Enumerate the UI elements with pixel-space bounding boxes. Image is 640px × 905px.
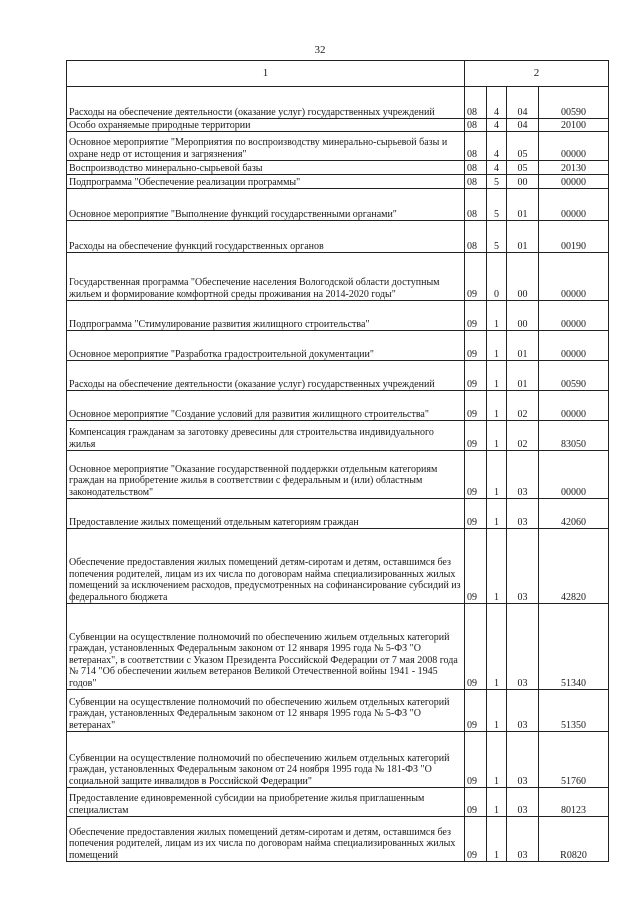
table-row xyxy=(67,301,609,331)
table-row xyxy=(67,529,609,604)
row-name: Основное мероприятие "Создание условий для развития жилищного строительства" xyxy=(67,391,465,421)
row-code-program: 4 xyxy=(487,119,507,132)
row-code-activity: 01 xyxy=(507,361,539,391)
row-code-direction: 83050 xyxy=(539,421,609,451)
row-code-direction: 00590 xyxy=(539,361,609,391)
row-code-section: 08 xyxy=(465,189,487,221)
row-name: Субвенции на осуществление полномочий по обеспечению жильем отдельных категорий граждан, установленных Федеральным законом от 12 января 1995 года № 5-ФЗ "О ветеранах", в соответствии с Указом Президента Российской Федерации от 7 мая 2008 года № 714 "Об обеспечении жильем ветеранов Великой Отечественной войны 1941 - 1945 годов" xyxy=(67,604,465,690)
row-code-program: 1 xyxy=(487,391,507,421)
row-code-activity: 03 xyxy=(507,451,539,499)
row-code-section: 08 xyxy=(465,87,487,119)
row-name: Расходы на обеспечение деятельности (оказание услуг) государственных учреждений xyxy=(67,87,465,119)
row-code-direction: 00590 xyxy=(539,87,609,119)
row-code-program: 1 xyxy=(487,529,507,604)
row-code-section: 09 xyxy=(465,331,487,361)
row-code-direction: 80123 xyxy=(539,788,609,817)
row-code-activity: 02 xyxy=(507,391,539,421)
row-code-section: 09 xyxy=(465,604,487,690)
row-code-section: 09 xyxy=(465,361,487,391)
table-row xyxy=(67,119,609,132)
row-name: Основное мероприятие "Разработка градостроительной документации" xyxy=(67,331,465,361)
table-row xyxy=(67,331,609,361)
row-name: Субвенции на осуществление полномочий по обеспечению жильем отдельных категорий граждан, установленных Федеральным законом от 24 ноября 1995 года № 181-ФЗ "О социальной защите инвалидов в Российской Федерации" xyxy=(67,732,465,788)
table-row xyxy=(67,391,609,421)
row-code-activity: 01 xyxy=(507,221,539,253)
row-name: Государственная программа "Обеспечение населения Вологодской области доступным жильем и формирование комфортной среды проживания на 2014-2020 годы" xyxy=(67,253,465,301)
row-code-program: 1 xyxy=(487,690,507,732)
row-code-program: 1 xyxy=(487,499,507,529)
table-row xyxy=(67,690,609,732)
table-row xyxy=(67,421,609,451)
row-name: Обеспечение предоставления жилых помещений детям-сиротам и детям, оставшимся без попечения родителей, лицам из их числа по договорам найма специализированных жилых помещений xyxy=(67,817,465,862)
row-code-activity: 05 xyxy=(507,132,539,161)
row-code-program: 1 xyxy=(487,604,507,690)
table-row xyxy=(67,175,609,189)
row-name: Основное мероприятие "Мероприятия по воспроизводству минерально-сырьевой базы и охране недр от истощения и загрязнения" xyxy=(67,132,465,161)
table-row xyxy=(67,87,609,119)
row-code-direction: 51350 xyxy=(539,690,609,732)
row-name: Компенсация гражданам за заготовку древесины для строительства индивидуального жилья xyxy=(67,421,465,451)
row-code-program: 1 xyxy=(487,331,507,361)
row-code-direction: 20100 xyxy=(539,119,609,132)
row-code-activity: 00 xyxy=(507,175,539,189)
row-code-activity: 01 xyxy=(507,189,539,221)
row-code-direction: 00000 xyxy=(539,253,609,301)
row-code-activity: 04 xyxy=(507,119,539,132)
row-code-program: 1 xyxy=(487,421,507,451)
row-code-direction: 00000 xyxy=(539,331,609,361)
row-code-activity: 00 xyxy=(507,301,539,331)
row-code-direction: R0820 xyxy=(539,817,609,862)
header-column-2: 2 xyxy=(465,61,609,87)
row-code-program: 1 xyxy=(487,817,507,862)
row-code-activity: 05 xyxy=(507,161,539,175)
row-name: Предоставление жилых помещений отдельным категориям граждан xyxy=(67,499,465,529)
table-row xyxy=(67,361,609,391)
row-code-activity: 03 xyxy=(507,817,539,862)
row-code-activity: 03 xyxy=(507,499,539,529)
row-code-section: 09 xyxy=(465,788,487,817)
budget-table xyxy=(66,60,609,862)
table-row xyxy=(67,451,609,499)
row-name: Основное мероприятие "Выполнение функций государственными органами" xyxy=(67,189,465,221)
row-code-section: 09 xyxy=(465,499,487,529)
page-number: 32 xyxy=(314,44,326,56)
row-code-activity: 03 xyxy=(507,529,539,604)
row-code-program: 5 xyxy=(487,175,507,189)
row-code-activity: 02 xyxy=(507,421,539,451)
row-name: Расходы на обеспечение деятельности (оказание услуг) государственных учреждений xyxy=(67,361,465,391)
row-code-program: 4 xyxy=(487,87,507,119)
row-code-program: 5 xyxy=(487,189,507,221)
row-code-activity: 03 xyxy=(507,690,539,732)
row-code-direction: 51760 xyxy=(539,732,609,788)
row-code-direction: 20130 xyxy=(539,161,609,175)
row-name: Расходы на обеспечение функций государственных органов xyxy=(67,221,465,253)
row-code-direction: 42060 xyxy=(539,499,609,529)
row-code-program: 1 xyxy=(487,301,507,331)
row-code-program: 1 xyxy=(487,451,507,499)
row-name: Особо охраняемые природные территории xyxy=(67,119,465,132)
row-code-activity: 00 xyxy=(507,253,539,301)
table-row xyxy=(67,253,609,301)
row-code-direction: 00190 xyxy=(539,221,609,253)
row-code-direction: 42820 xyxy=(539,529,609,604)
table-row xyxy=(67,132,609,161)
table-row xyxy=(67,732,609,788)
row-code-section: 09 xyxy=(465,817,487,862)
row-code-section: 08 xyxy=(465,175,487,189)
row-code-section: 09 xyxy=(465,253,487,301)
row-code-section: 09 xyxy=(465,732,487,788)
table-row xyxy=(67,221,609,253)
row-code-program: 1 xyxy=(487,788,507,817)
row-code-program: 4 xyxy=(487,132,507,161)
row-code-activity: 01 xyxy=(507,331,539,361)
row-code-section: 09 xyxy=(465,690,487,732)
row-name: Подпрограмма "Стимулирование развития жилищного строительства" xyxy=(67,301,465,331)
row-code-program: 0 xyxy=(487,253,507,301)
header-column-1: 1 xyxy=(67,61,465,87)
table-row xyxy=(67,499,609,529)
row-code-program: 1 xyxy=(487,732,507,788)
row-code-activity: 03 xyxy=(507,788,539,817)
row-code-program: 4 xyxy=(487,161,507,175)
row-name: Субвенции на осуществление полномочий по обеспечению жильем отдельных категорий граждан, установленных Федеральным законом от 12 января 1995 года № 5-ФЗ "О ветеранах" xyxy=(67,690,465,732)
row-name: Подпрограмма "Обеспечение реализации программы" xyxy=(67,175,465,189)
row-code-activity: 03 xyxy=(507,732,539,788)
row-name: Обеспечение предоставления жилых помещений детям-сиротам и детям, оставшимся без попечения родителей, лицам из их числа по договорам найма специализированных жилых помещений за исключением расходов, предусмотренных на софинансирование субсидий из федерального бюджета xyxy=(67,529,465,604)
row-code-direction: 51340 xyxy=(539,604,609,690)
table-row xyxy=(67,788,609,817)
row-name: Предоставление единовременной субсидии на приобретение жилья приглашенным специалистам xyxy=(67,788,465,817)
row-code-direction: 00000 xyxy=(539,301,609,331)
row-code-section: 08 xyxy=(465,119,487,132)
table-row xyxy=(67,189,609,221)
row-code-section: 08 xyxy=(465,221,487,253)
row-code-section: 09 xyxy=(465,451,487,499)
table-row xyxy=(67,604,609,690)
header-row xyxy=(67,61,609,87)
row-code-direction: 00000 xyxy=(539,189,609,221)
row-code-program: 1 xyxy=(487,361,507,391)
row-code-section: 09 xyxy=(465,421,487,451)
row-code-section: 08 xyxy=(465,132,487,161)
row-code-direction: 00000 xyxy=(539,391,609,421)
row-code-section: 09 xyxy=(465,391,487,421)
row-code-section: 09 xyxy=(465,529,487,604)
row-code-program: 5 xyxy=(487,221,507,253)
row-code-section: 08 xyxy=(465,161,487,175)
row-code-section: 09 xyxy=(465,301,487,331)
row-code-activity: 03 xyxy=(507,604,539,690)
row-code-direction: 00000 xyxy=(539,451,609,499)
table-row xyxy=(67,161,609,175)
row-name: Основное мероприятие "Оказание государственной поддержки отдельным категориям граждан на приобретение жилья в соответствии с федеральным и (или) областным законодательством" xyxy=(67,451,465,499)
row-code-activity: 04 xyxy=(507,87,539,119)
row-name: Воспроизводство минерально-сырьевой базы xyxy=(67,161,465,175)
row-code-direction: 00000 xyxy=(539,175,609,189)
row-code-direction: 00000 xyxy=(539,132,609,161)
table-row xyxy=(67,817,609,862)
